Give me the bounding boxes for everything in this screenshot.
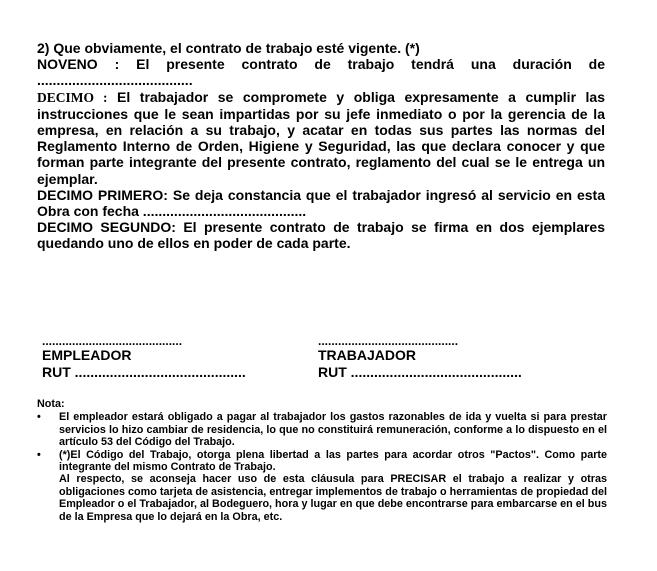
- clause-decimo-label: DECIMO :: [37, 89, 108, 105]
- clause-decimo-segundo: DECIMO SEGUNDO: El presente contrato de trabajo se firma en dos ejemplares quedando uno de ellos en poder de cada parte.: [37, 219, 605, 252]
- note-item-1: [37, 411, 607, 448]
- note-item-2: [37, 449, 607, 474]
- clause-decimo-primero: DECIMO PRIMERO: Se deja constancia que el trabajador ingresó al servicio en esta Obra con fecha ..........................................: [37, 186, 605, 220]
- worker-signature-block: [318, 335, 588, 381]
- clause-decimo: [37, 89, 605, 187]
- worker-signature-line: ..........................................: [318, 334, 459, 348]
- notes-title: Nota:: [37, 398, 65, 410]
- contract-clauses: [37, 40, 605, 252]
- employer-signature-line: ..........................................: [42, 334, 183, 348]
- clause-2: 2) Que obviamente, el contrato de trabajo esté vigente. (*): [37, 40, 420, 56]
- notes-section: [37, 398, 607, 523]
- employer-signature-block: [42, 335, 312, 381]
- note-item-1-text: El empleador estará obligado a pagar al trabajador los gastos razonables de ida y vuelta si para prestar servicios lo hizo cambiar de residencia, lo que no constituirá remuneración, conforme a lo dispuesto en el artículo 53 del Código del Trabajo.: [59, 411, 607, 449]
- bullet-icon: •: [37, 411, 41, 424]
- employer-label: EMPLEADOR: [42, 347, 132, 363]
- worker-label: TRABAJADOR: [318, 347, 416, 363]
- note-item-2-text: (*)El Código del Trabajo, otorga plena libertad a las partes para acordar otros "Pactos". Como parte integrante del mismo Contrato de Trabajo.: [59, 448, 607, 474]
- clause-noveno: NOVENO : El presente contrato de trabajo tendrá una duración de ........................................: [37, 56, 605, 89]
- note-item-2-continuation: Al respecto, se aconseja hacer uso de esta cláusula para PRECISAR el trabajo a realizar y otras obligaciones como tarjeta de asistencia, entregar implementos de trabajo o herramientas de propiedad del Empleador o el Trabajador, al Bodeguero, hora y lugar en que debe encontrarse para embarcarse en el bus de la Empresa que lo dejará en la Obra, etc.: [59, 473, 607, 523]
- bullet-icon: •: [37, 448, 41, 461]
- employer-rut: RUT ............................................: [42, 364, 246, 380]
- clause-decimo-text: El trabajador se compromete y obliga expresamente a cumplir las instrucciones que le sean impartidas por su jefe inmediato o por la gerencia de la empresa, en relación a su trabajo, y acatar en todas sus partes las normas del Reglamento Interno de Orden, Higiene y Seguridad, las que declara conocer y que forman parte integrante del presente contrato, reglamento del cual se le entrega un ejemplar.: [37, 88, 606, 187]
- worker-rut: RUT ............................................: [318, 364, 522, 380]
